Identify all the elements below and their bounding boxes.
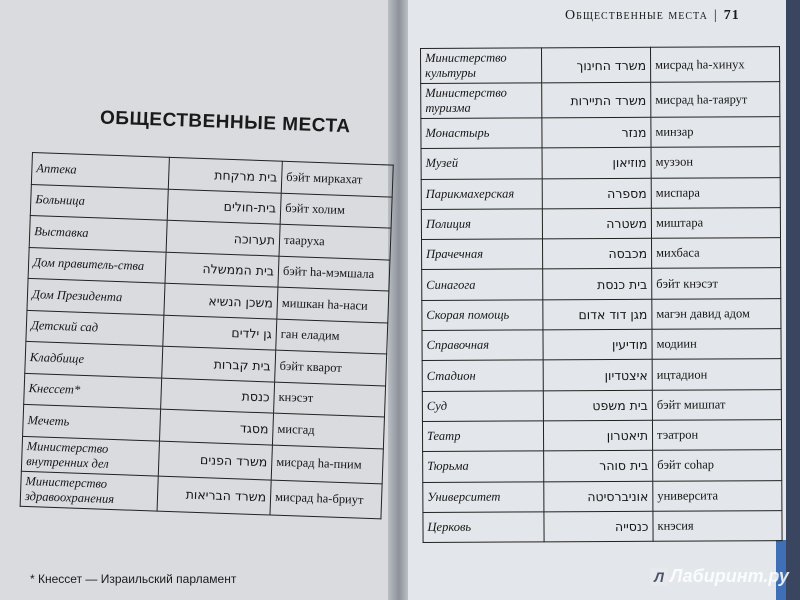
russian-term: Полиция [421,209,542,240]
russian-term: Аптека [31,153,169,189]
table-row [422,238,781,270]
transliteration: кнэсэт [274,382,386,417]
hebrew-term: אוניברסיטה [544,481,653,512]
hebrew-term: משרד התיירות [542,82,651,118]
hebrew-term: מכבסה [543,238,652,269]
transliteration: мисрад hа-хинух [650,47,779,83]
transliteration: бэйт холим [280,193,392,228]
table-row [421,117,780,149]
hebrew-term: כנסייה [544,511,653,542]
table-row [423,480,782,512]
hebrew-term: מוזיאון [542,148,651,179]
russian-term: Дом Президента [27,278,165,314]
table-row [422,389,781,421]
hebrew-term: בית-חולים [167,189,281,224]
transliteration: тааруха [279,224,391,259]
russian-term: Тюрьма [423,451,544,482]
hebrew-term: מספרה [542,178,651,209]
hebrew-term: תיאטרון [543,420,652,451]
table-row [422,329,781,361]
watermark [650,566,789,587]
transliteration: магэн давид адом [652,298,781,329]
hebrew-term: כנסת [161,378,275,413]
table-row [422,298,781,330]
russian-term: Суд [422,391,543,422]
hebrew-term: מודיעין [543,329,652,360]
transliteration: мисгад [272,413,384,448]
hebrew-term: בית משפט [543,390,652,421]
russian-term: Музей [421,148,542,179]
hebrew-term: מסגד [160,409,274,444]
transliteration: бэйт кнэсэт [652,268,781,299]
transliteration: михбаса [652,238,781,269]
russian-term: Детский сад [26,310,164,346]
table-row [421,208,780,240]
table-row [423,450,782,482]
page-title: ОБЩЕСТВЕННЫЕ МЕСТА [99,107,351,138]
transliteration: бэйт соhар [653,450,782,481]
hebrew-term: בית מרקחת [168,157,282,192]
russian-term: Справочная [422,330,543,361]
transliteration: модиин [652,329,781,360]
table-row [422,420,781,452]
hebrew-term: משכן הנשיא [164,283,278,318]
hebrew-term: משרד החינוך [542,47,651,83]
transliteration: минзар [651,117,780,148]
russian-term: Выставка [29,215,167,251]
table-row [421,147,780,179]
hebrew-term: תערוכה [166,220,280,255]
hebrew-term: בית קברות [162,346,276,381]
russian-term: Министерство внутренних дел [21,436,159,476]
transliteration: миштара [651,208,780,239]
russian-term: Монастырь [421,118,542,149]
hebrew-term: מגן דוד אדום [543,299,652,330]
russian-term: Университет [423,481,544,512]
russian-term: Мечеть [23,404,161,440]
page-number: 71 [723,8,740,23]
transliteration: кнэсия [653,510,782,541]
transliteration: тэатрон [652,420,781,451]
watermark-text: Лабиринт.ру [670,566,789,586]
russian-term: Министерство туризма [421,83,542,119]
left-glossary-table [20,152,394,519]
table-row [422,268,781,300]
hebrew-term: משטרה [542,208,651,239]
transliteration: миспара [651,177,780,208]
transliteration: мисрад hа-таярут [651,82,780,118]
running-head-title: Общественные места [565,8,708,23]
russian-term: Прачечная [422,239,543,270]
transliteration: мисрад hа-пним [271,445,383,484]
hebrew-term: מנזר [542,117,651,148]
hebrew-term: בית כנסת [543,269,652,300]
transliteration: бэйт hа-мэмшала [278,256,390,291]
transliteration: бэйт мишпат [652,389,781,420]
table-row [422,359,781,391]
hebrew-term: משרד הפנים [158,441,272,480]
right-glossary-table [420,46,783,543]
transliteration: бэйт кварот [275,350,387,385]
russian-term: Парикмахерская [421,178,542,209]
russian-term: Стадион [422,360,543,391]
russian-term: Больница [30,184,168,220]
russian-term: Театр [422,421,543,452]
transliteration: ган ела​дим [276,319,388,354]
transliteration: мишкан hа-наси [277,287,389,322]
labirint-logo-icon: Л [650,568,668,586]
running-head [565,8,740,24]
book-edge [786,0,800,600]
hebrew-term: בית הממשלה [165,252,279,287]
transliteration: иц​тадион [652,359,781,390]
table-row [421,177,780,209]
footnote: * Кнессет — Израильский парламент [30,572,237,586]
russian-term: Скорая помощь [422,300,543,331]
russian-term: Дом правитель-ства [28,247,166,283]
table-row [421,82,780,119]
hebrew-term: גן ילדים [163,315,277,350]
transliteration: бэйт миркахат [281,161,393,196]
russian-term: Кнессет* [24,373,162,409]
transliteration: музэон [651,147,780,178]
russian-term: Церковь [423,512,544,543]
russian-term: Синагога [422,269,543,300]
table-row [421,47,780,84]
book-spine [388,0,410,600]
hebrew-term: משרד הבריאות [157,476,271,515]
hebrew-term: בית סוהר [544,451,653,482]
transliteration: университа [653,480,782,511]
russian-term: Кладбище [25,341,163,377]
table-row [423,510,782,542]
transliteration: мисрад hа-бриут [270,480,382,519]
russian-term: Министерство культуры [421,48,542,84]
russian-term: Министерство здравоохранения [20,471,158,511]
separator: | [713,8,718,23]
hebrew-term: איצטדיון [543,360,652,391]
